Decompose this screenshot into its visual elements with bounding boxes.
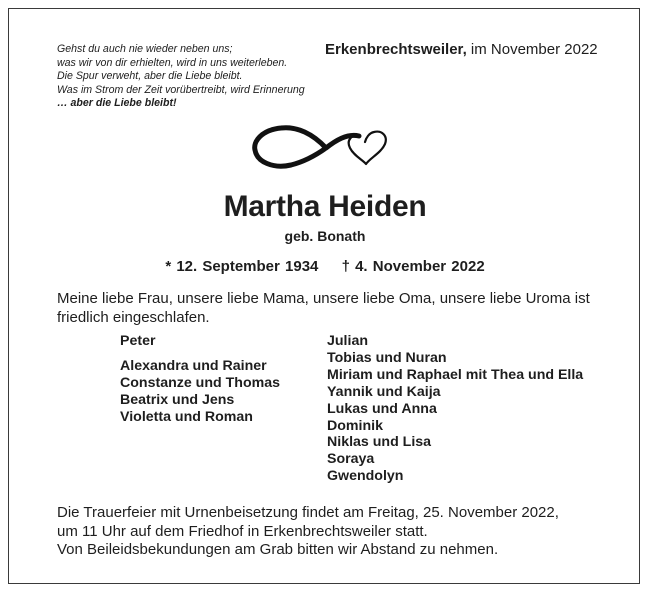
poem-line: Was im Strom der Zeit vorübertreibt, wird Erinnerung bbox=[57, 83, 305, 96]
mourner-name: Miriam und Raphael mit Thea und Ella bbox=[327, 366, 584, 383]
closing-line: Die Trauerfeier mit Urnenbeisetzung findet am Freitag, 25. November 2022, bbox=[57, 504, 559, 521]
poem-last-line: … aber die Liebe bleibt! bbox=[57, 97, 177, 110]
mourner-name: Constanze und Thomas bbox=[120, 374, 281, 391]
closing-line: Von Beileidsbekundungen am Grab bitten wir Abstand zu nehmen. bbox=[57, 541, 499, 558]
life-dates bbox=[0, 258, 650, 275]
place-and-date bbox=[325, 41, 598, 58]
poem-line: Die Spur verweht, aber die Liebe bleibt. bbox=[57, 70, 243, 83]
mourner-name: Soraya bbox=[327, 451, 375, 468]
infinity-heart-icon bbox=[251, 122, 401, 172]
deceased-name: Martha Heiden bbox=[223, 190, 427, 223]
mourner-name: Julian bbox=[327, 333, 368, 349]
birth-date: * 12. September 1934 bbox=[165, 258, 319, 275]
place-town: Erkenbrechtsweiler, bbox=[325, 41, 467, 58]
birth-name: geb. Bonath bbox=[284, 228, 366, 244]
place-date: im November 2022 bbox=[470, 41, 598, 58]
intro-text bbox=[57, 289, 597, 327]
mourner-name: Gwendolyn bbox=[327, 468, 404, 485]
mourner-name: Beatrix und Jens bbox=[120, 391, 235, 408]
mourner-name: Tobias und Nuran bbox=[327, 349, 447, 366]
funeral-information bbox=[57, 504, 617, 560]
intro-line: Meine liebe Frau, unsere liebe Mama, unsere liebe Oma, unsere liebe Uroma ist bbox=[57, 290, 590, 307]
intro-line: friedlich eingeschlafen. bbox=[57, 309, 210, 326]
mourner-name: Lukas und Anna bbox=[327, 400, 437, 417]
closing-line: um 11 Uhr auf dem Friedhof in Erkenbrechtsweiler statt. bbox=[57, 522, 428, 540]
mourner-name: Niklas und Lisa bbox=[327, 434, 432, 451]
mourners-right-column bbox=[327, 333, 583, 485]
poem bbox=[57, 43, 305, 111]
mourner-name: Peter bbox=[120, 333, 156, 349]
poem-line: was wir von dir erhielten, wird in uns weiterleben. bbox=[57, 56, 288, 69]
death-date: † 4. November 2022 bbox=[341, 258, 485, 275]
mourner-name: Alexandra und Rainer bbox=[120, 357, 267, 374]
mourner-name: Violetta und Roman bbox=[120, 408, 253, 425]
mourner-name: Yannik und Kaija bbox=[327, 383, 441, 400]
poem-line: Gehst du auch nie wieder neben uns; bbox=[57, 43, 233, 55]
mourners-left-column bbox=[120, 333, 280, 426]
mourner-name: Dominik bbox=[327, 417, 383, 434]
